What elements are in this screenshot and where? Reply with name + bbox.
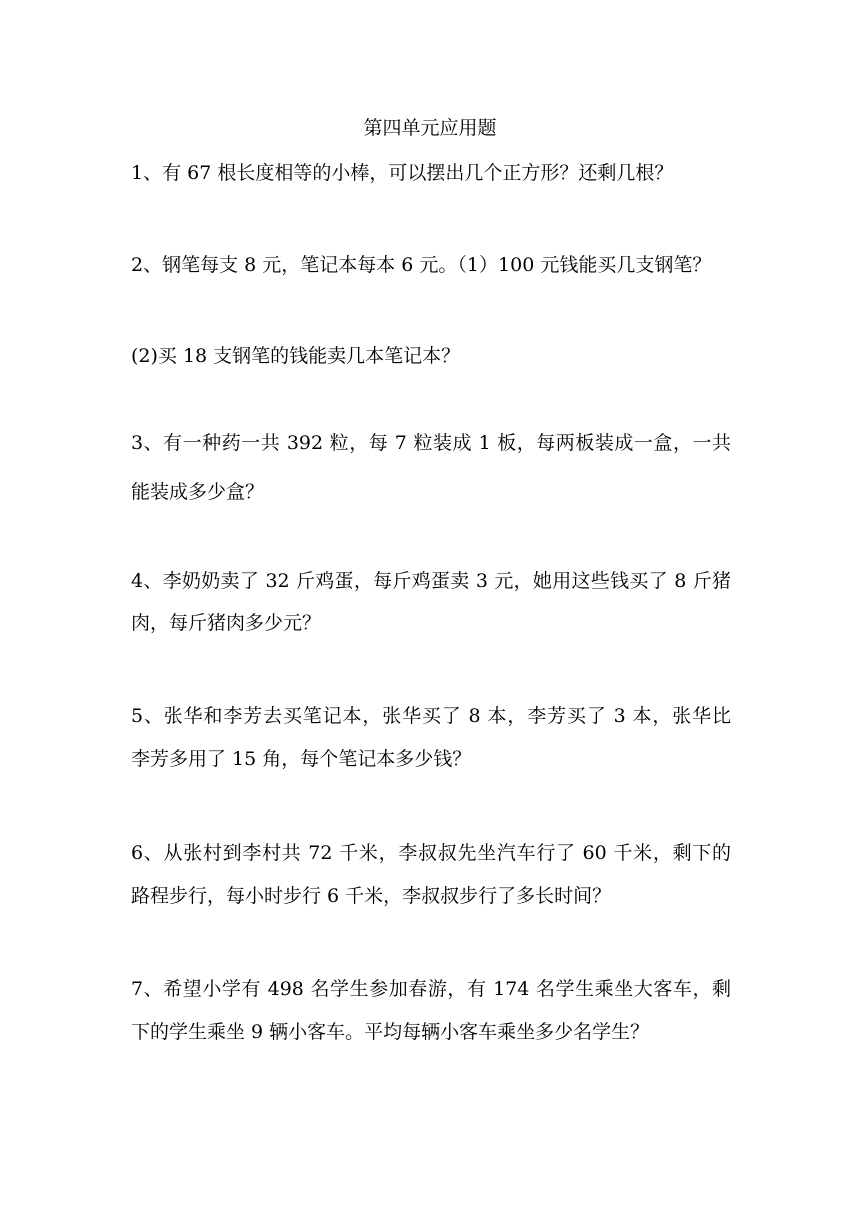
problem-7-line-1: 7、希望小学有 498 名学生参加春游，有 174 名学生乘坐大客车，剩: [131, 978, 731, 1000]
problem-5-line-1: 5、张华和李芳去买笔记本，张华买了 8 本，李芳买了 3 本，张华比: [131, 705, 731, 727]
problem-1-line-1: 1、有 67 根长度相等的小棒，可以摆出几个正方形？还剩几根？: [131, 162, 674, 184]
page-title: 第四单元应用题: [363, 117, 497, 139]
problem-2-part-2-line-1: (2)买 18 支钢笔的钱能卖几本笔记本？: [131, 345, 461, 367]
problem-3-line-2: 能装成多少盒？: [131, 481, 265, 503]
problem-6-line-1: 6、从张村到李村共 72 千米，李叔叔先坐汽车行了 60 千米，剩下的: [131, 842, 731, 864]
problem-6-line-2: 路程步行，每小时步行 6 千米，李叔叔步行了多长时间？: [131, 885, 612, 907]
problem-4-line-1: 4、李奶奶卖了 32 斤鸡蛋，每斤鸡蛋卖 3 元，她用这些钱买了 8 斤猪: [131, 570, 731, 592]
problem-5-line-2: 李芳多用了 15 角，每个笔记本多少钱？: [131, 748, 472, 770]
problem-4-line-2: 肉，每斤猪肉多少元？: [131, 612, 322, 634]
problem-3-line-1: 3、有一种药一共 392 粒，每 7 粒装成 1 板，每两板装成一盒，一共: [131, 432, 731, 454]
problem-2-line-1: 2、钢笔每支 8 元，笔记本每本 6 元。（1）100 元钱能买几支钢笔？: [131, 254, 712, 276]
problem-7-line-2: 下的学生乘坐 9 辆小客车。平均每辆小客车乘坐多少名学生？: [131, 1021, 650, 1043]
